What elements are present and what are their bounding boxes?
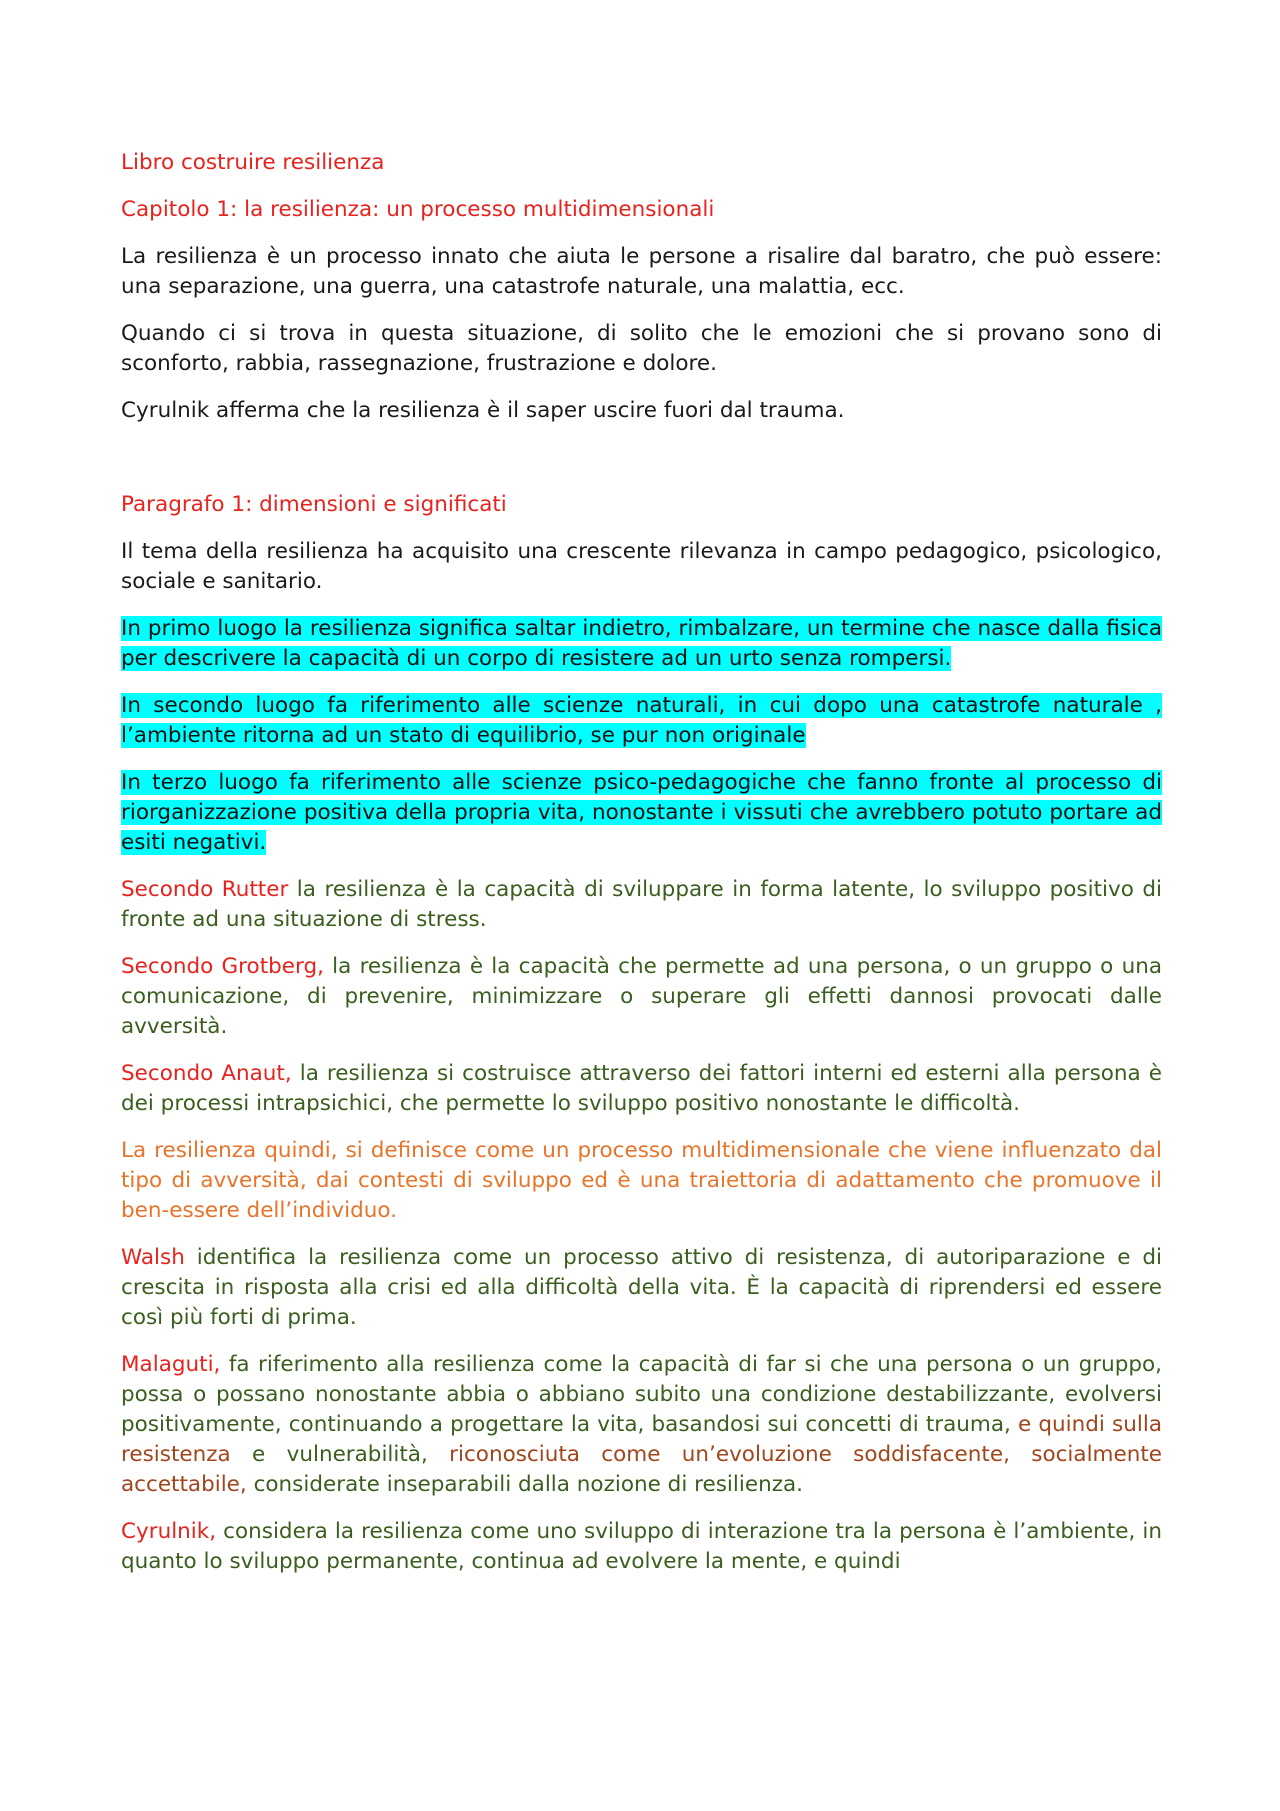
definition-text: considerate inseparabili dalla nozione di resilienza. [246, 1472, 803, 1497]
section-heading: Paragrafo 1: dimensioni e significati [121, 492, 507, 517]
definition-malaguti [121, 1350, 1162, 1500]
author-name: Malaguti, [121, 1352, 221, 1377]
chapter-heading: Capitolo 1: la resilienza: un processo multidimensionali [121, 197, 715, 222]
spacer [121, 443, 1162, 490]
definition-rutter [121, 875, 1162, 935]
highlight-text: In primo luogo la resilienza significa saltar indietro, rimbalzare, un termine che nasce dalla fisica per descrivere la capacità di un corpo di resistere ad un urto senza rompersi. [121, 616, 1162, 671]
highlighted-paragraph-3 [121, 768, 1162, 858]
author-name: Cyrulnik, [121, 1519, 217, 1544]
intro-paragraph-1: La resilienza è un processo innato che aiuta le persone a risalire dal baratro, che può essere: una separazione, una guerra, una catastrofe naturale, una malattia, ecc. [121, 244, 1162, 299]
author-name: Secondo Rutter [121, 877, 289, 902]
highlight-text: In secondo luogo fa riferimento alle scienze naturali, in cui dopo una catastrofe naturale , l’ambiente ritorna ad un stato di equilibrio, se pur non originale [121, 693, 1162, 748]
definition-text: identifica la resilienza come un processo attivo di resistenza, di autoriparazione e di crescita in risposta alla crisi ed alla difficoltà della vita. È la capacità di riprendersi ed essere così più forti di prima. [121, 1245, 1162, 1330]
definition-text: la resilienza si costruisce attraverso dei fattori interni ed esterni alla persona è dei processi intrapsichici, che permette lo sviluppo positivo nonostante le difficoltà. [121, 1061, 1162, 1116]
definition-text: la resilienza è la capacità di sviluppare in forma latente, lo sviluppo positivo di fronte ad una situazione di stress. [121, 877, 1163, 932]
summary-paragraph: La resilienza quindi, si definisce come un processo multidimensionale che viene influenzato dal tipo di avversità, dai contesti di sviluppo ed è una traiettoria di adattamento che promuove il ben-essere dell’individuo. [121, 1138, 1162, 1223]
emphasis-text: e quindi sulla resistenza [121, 1412, 1163, 1467]
definition-text: la resilienza è la capacità che permette ad una persona, o un gruppo o una comunicazione, di prevenire, minimizzare o superare gli effetti dannosi provocati dalle avversità. [121, 954, 1162, 1039]
highlighted-paragraph-2 [121, 691, 1162, 751]
intro-paragraph-3: Cyrulnik afferma che la resilienza è il saper uscire fuori dal trauma. [121, 398, 845, 423]
definition-anaut [121, 1059, 1162, 1119]
intro-paragraph-2: Quando ci si trova in questa situazione, di solito che le emozioni che si provano sono di sconforto, rabbia, rassegnazione, frustrazione e dolore. [121, 321, 1162, 376]
definition-grotberg [121, 952, 1162, 1042]
highlighted-paragraph-1 [121, 614, 1162, 674]
author-name: Walsh [121, 1245, 185, 1270]
document-title: Libro costruire resilienza [121, 150, 385, 175]
definition-text: e vulnerabilità, [230, 1442, 450, 1467]
emphasis-text: riconosciuta come un’evoluzione soddisfacente, socialmente accettabile, [121, 1442, 1162, 1497]
definition-text: considera la resilienza come uno sviluppo di interazione tra la persona è l’ambiente, in quanto lo sviluppo permanente, continua ad evolvere la mente, e quindi [121, 1519, 1162, 1574]
definition-text: fa riferimento alla resilienza come la capacità di far si che una persona o un gruppo, possa o possano nonostante abbia o abbiano subito una condizione destabilizzante, evolversi positivamente, continuando a progettare la vita, basandosi sui concetti di trauma, [121, 1352, 1162, 1437]
author-name: Secondo Anaut, [121, 1061, 292, 1086]
highlight-text: In terzo luogo fa riferimento alle scienze psico-pedagogiche che fanno fronte al processo di riorganizzazione positiva della propria vita, nonostante i vissuti che avrebbero potuto portare ad esiti negativi. [121, 770, 1162, 855]
definition-cyrulnik [121, 1517, 1162, 1577]
definition-walsh [121, 1243, 1162, 1333]
author-name: Secondo Grotberg, [121, 954, 324, 979]
section-intro-paragraph: Il tema della resilienza ha acquisito una crescente rilevanza in campo pedagogico, psicologico, sociale e sanitario. [121, 539, 1162, 594]
